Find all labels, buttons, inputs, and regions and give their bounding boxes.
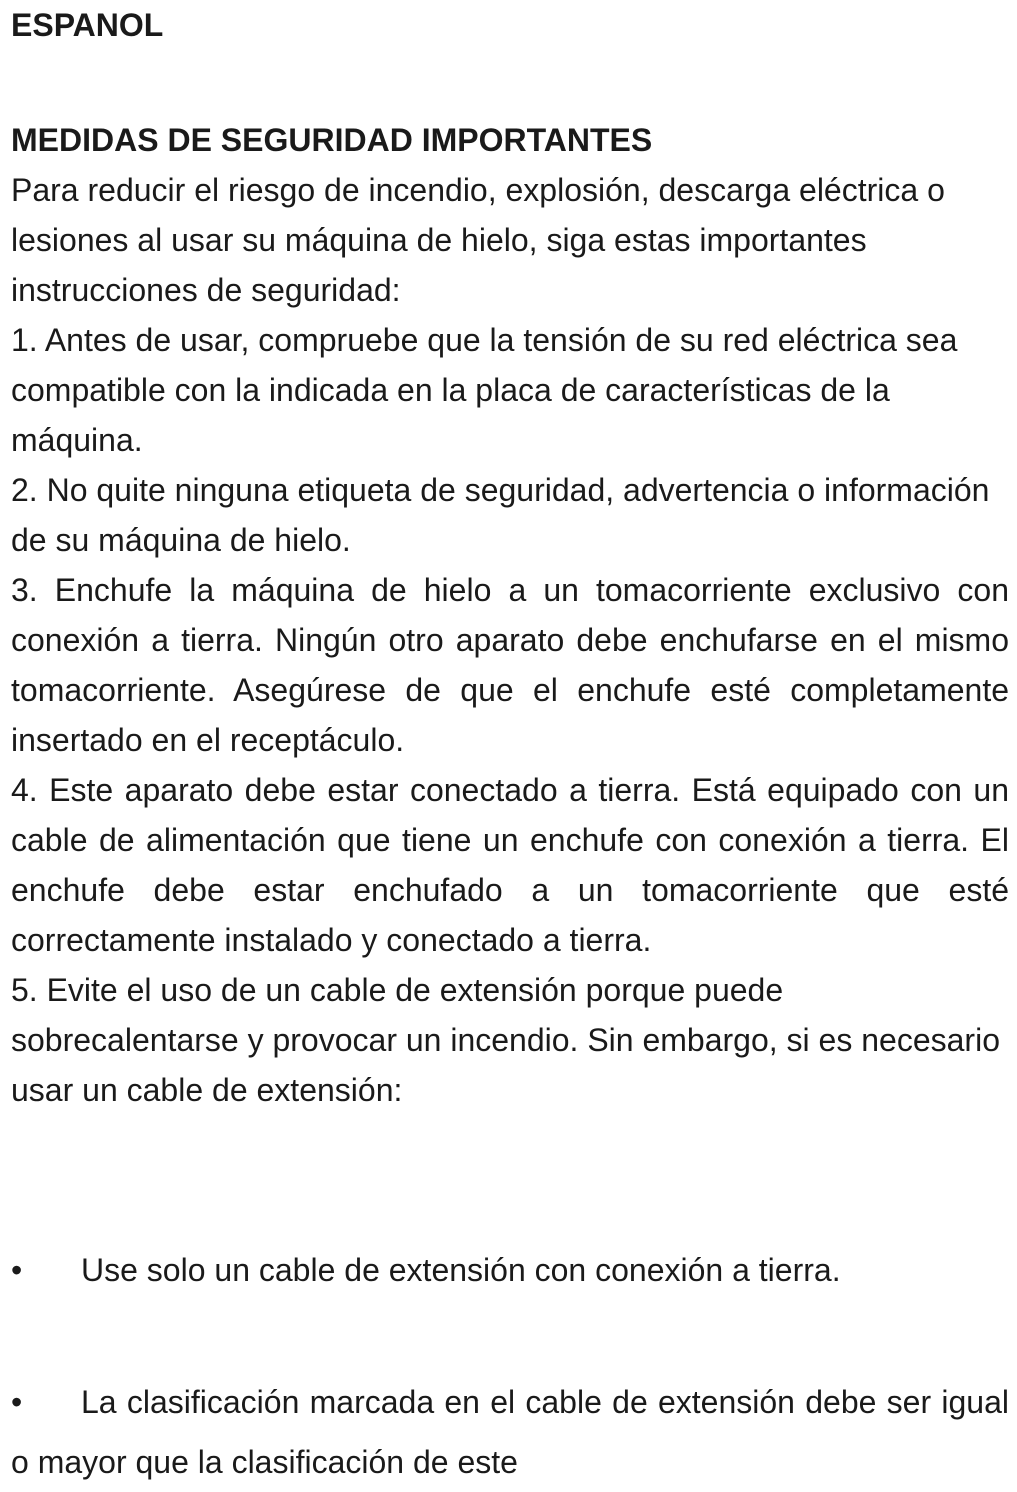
list-item: 4. Este aparato debe estar conectado a tierra. Está equipado con un cable de alimentación que tiene un enchufe con conexión a tierra. El enchufe debe estar enchufado a un tomacorriente que esté correctamente instalado y conectado a tierra. (11, 772, 1009, 958)
list-item: 5. Evite el uso de un cable de extensión porque puede sobrecalentarse y provocar un incendio. Sin embargo, si es necesario usar un cable de extensión: (11, 972, 1000, 1108)
list-item: 2. No quite ninguna etiqueta de seguridad, advertencia o información de su máquina de hielo. (11, 472, 990, 558)
list-item: 3. Enchufe la máquina de hielo a un tomacorriente exclusivo con conexión a tierra. Ningún otro aparato debe enchufarse en el mismo tomacorriente. Asegúrese de que el enchufe esté completamente insertado en el receptáculo. (11, 572, 1009, 758)
document-body (11, 165, 1009, 1115)
language-heading: ESPANOL (11, 7, 164, 43)
intro-paragraph: Para reducir el riesgo de incendio, explosión, descarga eléctrica o lesiones al usar su máquina de hielo, siga estas importantes instrucciones de seguridad: (11, 172, 945, 308)
bullet-marker: • (11, 1384, 23, 1420)
bullet-marker: • (11, 1252, 23, 1288)
bullet-item (11, 1372, 1009, 1492)
list-item: 1. Antes de usar, compruebe que la tensión de su red eléctrica sea compatible con la indicada en la placa de características de la máquina. (11, 322, 958, 458)
bullet-text: Use solo un cable de extensión con conexión a tierra. (81, 1252, 841, 1288)
bullet-text: La clasificación marcada en el cable de extensión debe ser igual o mayor que la clasificación de este (11, 1384, 1009, 1480)
bullet-item (11, 1240, 1009, 1300)
page-title: MEDIDAS DE SEGURIDAD IMPORTANTES (11, 122, 653, 158)
